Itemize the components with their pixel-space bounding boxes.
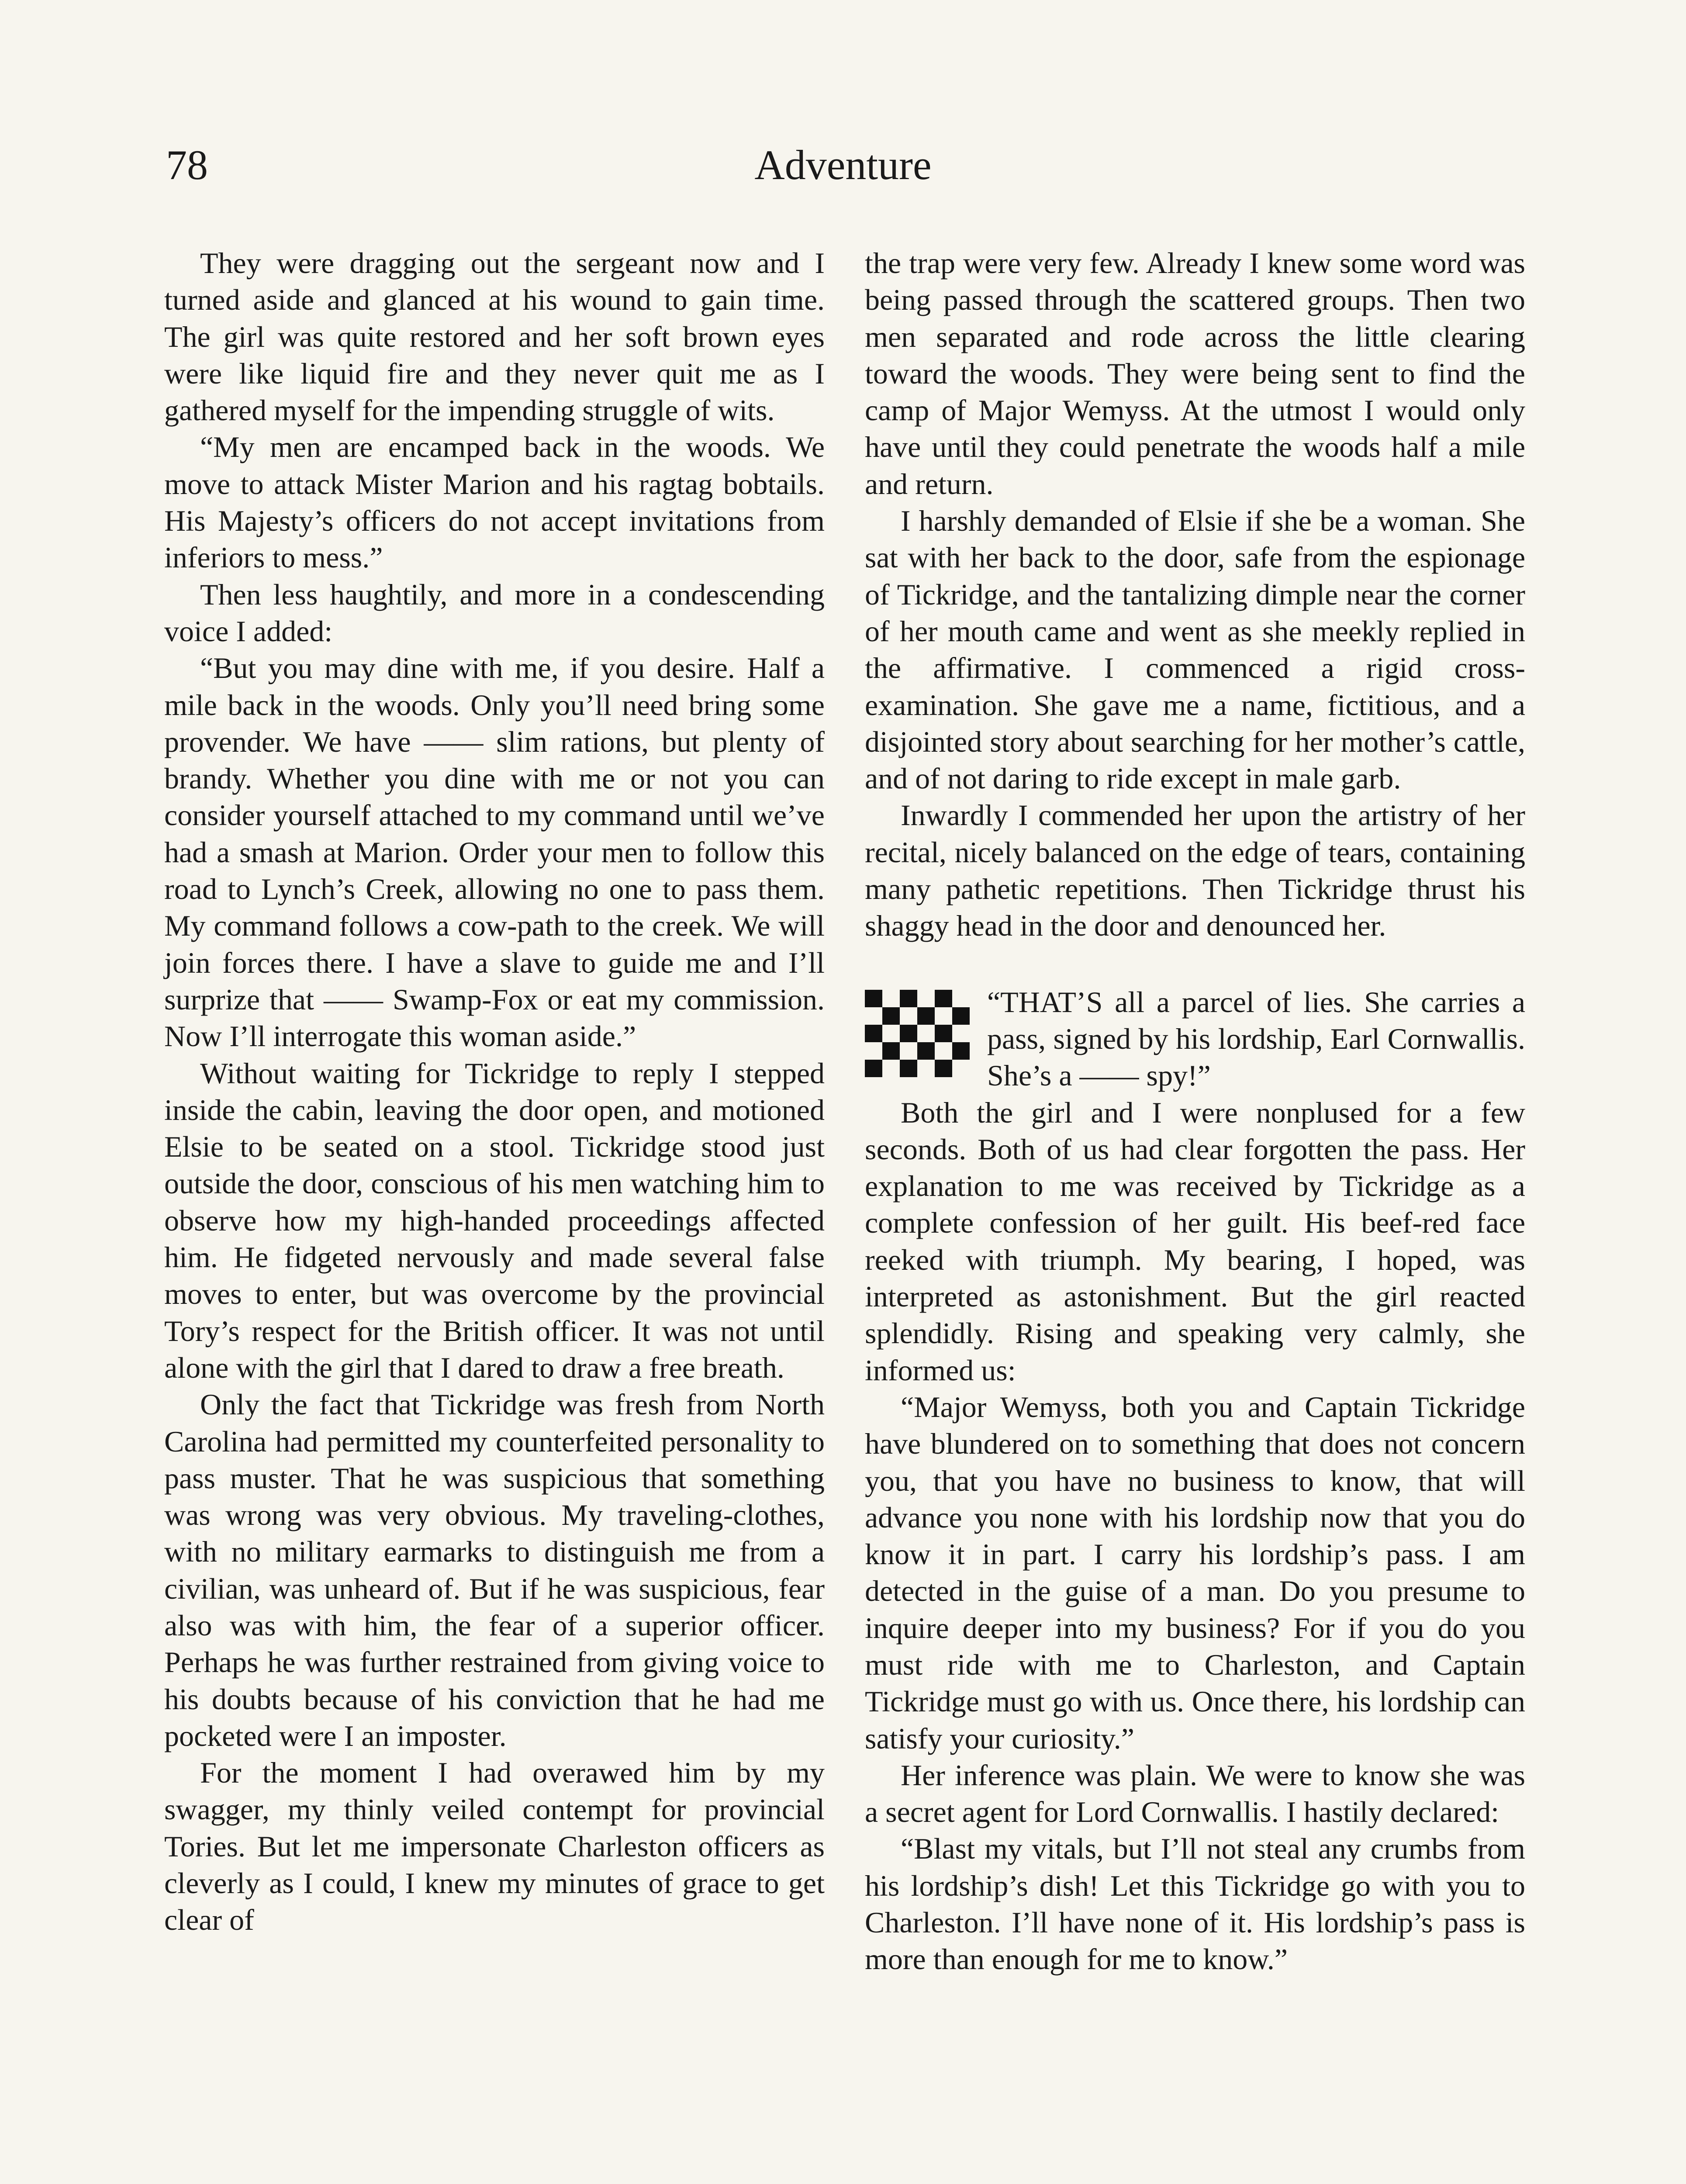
- section-ornament-icon: [865, 990, 970, 1086]
- paragraph: Without waiting for Tickridge to reply I stepped inside the cabin, leaving the door open, and motioned Elsie to be seated on a stool. Tickridge stood just outside the door, conscious of his men watching him to observe how my high-handed proceedings affected him. He fidgeted nervously and made several false moves to enter, but was overcome by the provincial Tory’s respect for the British officer. It was not until alone with the girl that I dared to draw a free breath.: [164, 1056, 825, 1384]
- paragraph-continuation: the trap were very few. Already I knew some word was being passed through the scattered groups. Then two men separated and rode across the little clearing toward the woods. They were being sent to find the camp of Major Wemyss. At the utmost I would only have until they could penetrate the woods half a mile and return.: [865, 246, 1525, 501]
- right-column: [865, 245, 1525, 1978]
- paragraph: “My men are encamped back in the woods. We move to attack Mister Marion and his ragtag bobtails. His Majesty’s officers do not accept invitations from inferiors to mess.”: [164, 430, 825, 574]
- paragraph: Then less haughtily, and more in a condescending voice I added:: [164, 577, 825, 648]
- paragraph: Her inference was plain. We were to know she was a secret agent for Lord Cornwallis. I hastily declared:: [865, 1758, 1525, 1829]
- paragraph: “But you may dine with me, if you desire. Half a mile back in the woods. Only you’ll need bring some provender. We have —— slim rations, but plenty of brandy. Whether you dine with me or not you can consider yourself attached to my command until we’ve had a smash at Marion. Order your men to follow this road to Lynch’s Creek, allowing no one to pass them. My command follows a cow-path to the creek. We will join forces there. I have a slave to guide me and I’ll surprize that —— Swamp-Fox or eat my commission. Now I’ll interrogate this woman aside.”: [164, 651, 825, 1053]
- paragraph: Inwardly I commended her upon the artistry of her recital, nicely balanced on the edge of tears, containing many pathetic repetitions. Then Tickridge thrust his shaggy head in the door and denounced her.: [865, 798, 1525, 943]
- paragraph: For the moment I had overawed him by my swagger, my thinly veiled contempt for provincial Tories. But let me impersonate Charleston officers as cleverly as I could, I knew my minutes of grace to get clear of: [164, 1756, 825, 1937]
- paragraph: “Blast my vitals, but I’ll not steal any crumbs from his lordship’s dish! Let this Tickridge go with you to Charleston. I’ll have none of it. His lordship’s pass is more than enough for me to know.”: [865, 1832, 1525, 1976]
- section-opening-paragraph: “THAT’S all a parcel of lies. She carries a pass, signed by his lordship, Earl Cornwallis. She’s a —— spy!”: [987, 985, 1525, 1092]
- page-number: 78: [166, 142, 208, 188]
- paragraph: Both the girl and I were nonplused for a few seconds. Both of us had clear forgotten the pass. Her explanation to me was received by Tickridge as a complete confession of her guilt. His beef-red face reeked with triumph. My bearing, I hoped, was interpreted as astonishment. But the girl reacted splendidly. Rising and speaking very calmly, she informed us:: [865, 1095, 1525, 1387]
- paragraph: Only the fact that Tickridge was fresh from North Carolina had permitted my counterfeited personality to pass muster. That he was suspicious that something was wrong was very obvious. My traveling-clothes, with no military earmarks to distinguish me from a civilian, was unheard of. But if he was suspicious, fear also was with him, the fear of a superior officer. Perhaps he was further restrained from giving voice to his doubts because of his conviction that he had me pocketed were I an imposter.: [164, 1388, 825, 1752]
- left-column: [164, 245, 825, 1939]
- running-head: Adventure: [754, 142, 932, 188]
- paragraph: “Major Wemyss, both you and Captain Tickridge have blundered on to something that does not concern you, that you have no business to know, that will advance you none with his lordship now that you do know it in part. I carry his lordship’s pass. I am detected in the guise of a man. Do you presume to inquire deeper into my business? For if you do you must ride with me to Charleston, and Captain Tickridge must go with us. Once there, his lordship can satisfy your curiosity.”: [865, 1390, 1525, 1755]
- section-break: [865, 984, 1525, 1094]
- paragraph: I harshly demanded of Elsie if she be a woman. She sat with her back to the door, safe from the espionage of Tickridge, and the tantalizing dimple near the corner of her mouth came and went as she meekly replied in the affirmative. I commenced a rigid cross-examination. She gave me a name, fictitious, and a disjointed story about searching for her mother’s cattle, and of not daring to ride except in male garb.: [865, 504, 1525, 795]
- paragraph: They were dragging out the sergeant now and I turned aside and glanced at his wound to gain time. The girl was quite restored and her soft brown eyes were like liquid fire and they never quit me as I gathered myself for the impending struggle of wits.: [164, 246, 825, 427]
